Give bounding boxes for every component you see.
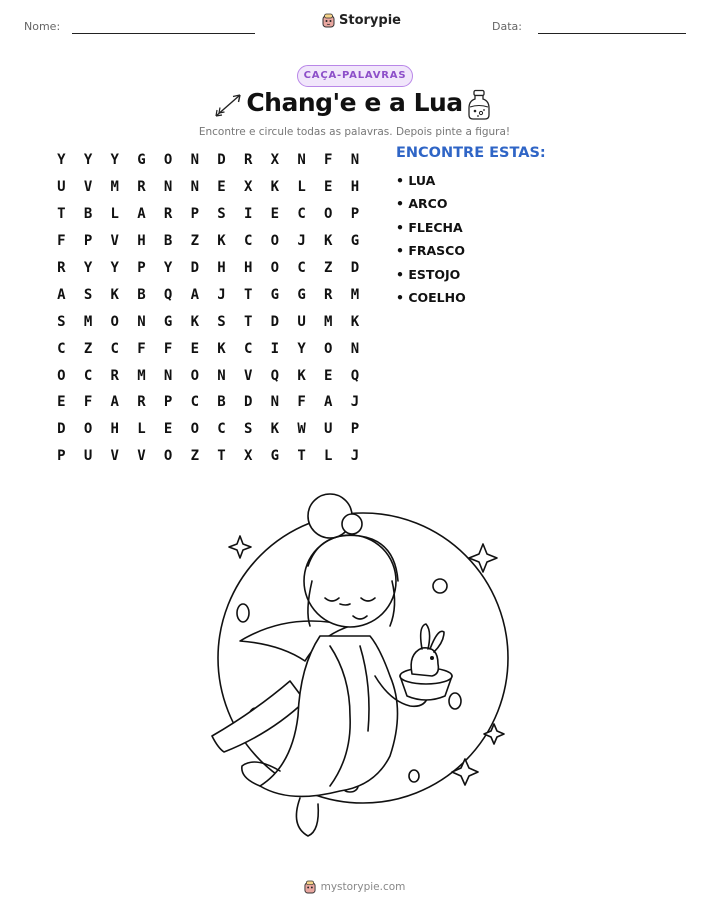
grid-cell[interactable]: G [350,233,360,250]
grid-cell[interactable]: M [350,286,360,303]
instructions: Encontre e circule todas as palavras. Depois pinte a figura! [198,126,511,138]
grid-cell[interactable]: V [83,179,93,196]
grid-cell[interactable]: Y [83,260,93,276]
grid-cell[interactable]: Q [163,286,173,303]
sparkle [484,724,504,744]
grid-cell[interactable]: D [350,260,360,276]
grid-cell[interactable]: D [270,313,280,330]
name-label: Nome: [24,20,61,33]
grid-cell[interactable]: K [270,421,280,438]
grid-cell[interactable]: B [163,233,173,250]
grid-cell[interactable]: Y [297,340,306,357]
grid-cell[interactable]: C [217,421,226,438]
grid-cell[interactable]: Y [57,152,66,169]
grid-cell[interactable]: P [137,260,146,276]
date-label: Data: [492,20,522,33]
grid-cell[interactable]: R [57,260,66,276]
word-list [396,172,466,312]
grid-cell[interactable]: T [243,313,253,330]
grid-cell[interactable]: M [137,367,146,384]
word-list-item: • FLECHA [396,219,463,235]
puzzle-type-badge: CAÇA-PALAVRAS [297,65,413,87]
word-search-grid[interactable] [48,147,368,470]
grid-cell[interactable]: G [270,448,280,465]
grid-cell[interactable]: N [137,313,146,330]
grid-cell[interactable]: O [270,260,280,276]
grid-cell[interactable]: F [137,340,146,357]
grid-cell[interactable]: L [137,421,146,438]
grid-cell[interactable]: I [243,206,253,223]
grid-cell[interactable]: R [137,179,146,196]
grid-cell[interactable]: B [217,394,226,411]
grid-cell[interactable]: V [137,448,146,465]
grid-cell[interactable]: U [83,448,93,465]
grid-cell[interactable]: J [350,448,360,465]
storypie-mascot-icon [304,880,316,894]
grid-cell[interactable]: F [57,233,66,250]
grid-cell[interactable]: O [163,152,173,169]
grid-cell[interactable]: Z [190,448,199,465]
grid-cell[interactable]: R [110,367,119,384]
grid-cell[interactable]: P [190,206,199,223]
grid-cell[interactable]: A [57,286,66,303]
grid-cell[interactable]: O [83,421,93,438]
grid-cell[interactable]: T [243,286,253,303]
grid-cell[interactable]: R [243,152,253,169]
grid-cell[interactable]: K [217,233,226,250]
grid-cell[interactable]: X [243,448,253,465]
grid-cell[interactable]: Y [163,260,173,276]
grid-cell[interactable]: Q [270,367,280,384]
grid-cell[interactable]: K [217,340,226,357]
grid-cell[interactable]: Z [324,260,333,276]
grid-cell[interactable]: J [217,286,226,303]
grid-cell[interactable]: C [243,233,253,250]
grid-cell[interactable]: S [243,421,253,438]
grid-cell[interactable]: D [190,260,199,276]
grid-cell[interactable]: D [243,394,253,411]
grid-cell[interactable]: O [190,421,199,438]
grid-cell[interactable]: I [270,340,280,357]
grid-cell[interactable]: R [137,394,146,411]
date-line[interactable] [538,33,686,34]
grid-cell[interactable]: E [324,367,333,384]
grid-cell[interactable]: C [190,394,199,411]
grid-cell[interactable]: O [324,340,333,357]
footer-site[interactable]: mystorypie.com [320,881,406,893]
grid-cell[interactable]: N [350,152,360,169]
grid-cell[interactable]: G [297,286,306,303]
grid-cell[interactable]: N [190,152,199,169]
grid-cell[interactable]: M [324,313,333,330]
grid-cell[interactable]: P [163,394,173,411]
grid-cell[interactable]: A [324,394,333,411]
grid-cell[interactable]: K [297,367,306,384]
grid-cell[interactable]: N [163,367,173,384]
grid-cell[interactable]: O [190,367,199,384]
grid-cell[interactable]: K [110,286,119,303]
word-list-item: • ARCO [396,196,448,212]
grid-cell[interactable]: U [324,421,333,438]
grid-cell[interactable]: C [57,340,66,357]
grid-cell[interactable]: O [270,233,280,250]
grid-cell[interactable]: U [57,179,66,196]
grid-cell[interactable]: B [137,286,146,303]
grid-cell[interactable]: R [163,206,173,223]
grid-cell[interactable]: C [110,340,119,357]
grid-cell[interactable]: J [297,233,306,250]
grid-cell[interactable]: R [324,286,333,303]
name-line[interactable] [72,33,255,34]
grid-cell[interactable]: L [324,448,333,465]
word-list-item: • FRASCO [396,243,465,259]
grid-cell[interactable]: U [297,313,306,330]
grid-cell[interactable]: Q [350,367,360,384]
sparkle [469,544,497,572]
grid-cell[interactable]: M [83,313,93,330]
grid-cell[interactable]: H [110,421,119,438]
grid-cell[interactable]: L [297,179,306,196]
grid-cell[interactable]: H [217,260,226,276]
sparkle [229,536,251,558]
grid-cell[interactable]: C [83,367,93,384]
grid-cell[interactable]: N [190,179,199,196]
grid-cell[interactable]: N [163,179,173,196]
grid-cell[interactable]: K [324,233,333,250]
grid-cell[interactable]: F [83,394,93,411]
grid-cell[interactable]: X [243,179,253,196]
grid-cell[interactable]: E [324,179,333,196]
grid-cell[interactable]: G [163,313,173,330]
grid-cell[interactable]: C [243,340,253,357]
word-list-item: • LUA [396,173,436,188]
grid-cell[interactable]: A [110,394,119,411]
brand-name: Storypie [339,13,401,28]
storypie-mascot-icon [322,13,335,28]
grid-cell[interactable]: M [110,179,119,196]
grid-cell[interactable]: F [324,152,333,169]
grid-cell[interactable]: O [110,313,119,330]
grid-cell[interactable]: P [83,233,93,250]
grid-cell[interactable]: P [350,206,360,223]
grid-cell[interactable]: X [270,152,280,169]
grid-cell[interactable]: C [297,260,306,276]
grid-cell[interactable]: A [137,206,146,223]
grid-cell[interactable]: Z [83,340,93,357]
grid-cell[interactable]: O [324,206,333,223]
brand-logo [322,13,401,28]
grid-cell[interactable]: W [297,421,306,438]
grid-cell[interactable]: N [217,367,226,384]
potion-jar-icon [466,89,492,121]
word-list-item: • COELHO [396,289,466,305]
grid-cell[interactable]: Y [83,152,93,169]
word-list-title: ENCONTRE ESTAS: [396,145,546,161]
grid-cell[interactable]: S [57,313,66,330]
grid-cell[interactable]: V [243,367,253,384]
grid-cell[interactable]: P [350,421,360,438]
grid-cell[interactable]: E [57,394,66,411]
grid-cell[interactable]: T [57,206,66,223]
grid-cell[interactable]: K [270,179,280,196]
grid-cell[interactable]: S [217,206,226,223]
grid-cell[interactable]: C [297,206,306,223]
grid-cell[interactable]: T [297,448,306,465]
footer [0,880,709,894]
grid-cell[interactable]: K [190,313,199,330]
sparkle [452,759,478,785]
grid-cell[interactable]: N [350,340,360,357]
change-moon-rabbit-illustration[interactable] [200,486,510,851]
grid-cell[interactable]: Z [190,233,199,250]
grid-cell[interactable]: H [137,233,146,250]
grid-cell[interactable]: H [350,179,360,196]
grid-cell[interactable]: T [217,448,226,465]
grid-cell[interactable]: G [270,286,280,303]
grid-cell[interactable]: V [110,233,119,250]
grid-cell[interactable]: H [243,260,253,276]
grid-cell[interactable]: O [57,367,66,384]
grid-cell[interactable]: F [297,394,306,411]
grid-cell[interactable]: B [83,206,93,223]
grid-cell[interactable]: D [217,152,226,169]
grid-cell[interactable]: N [297,152,306,169]
grid-cell[interactable]: Y [110,260,119,276]
grid-cell[interactable]: Y [110,152,119,169]
grid-cell[interactable]: F [163,340,173,357]
grid-cell[interactable]: E [270,206,280,223]
grid-cell[interactable]: V [110,448,119,465]
grid-cell[interactable]: S [217,313,226,330]
grid-cell[interactable]: D [57,421,66,438]
grid-cell[interactable]: G [137,152,146,169]
page-title: Chang'e e a Lua [246,88,463,117]
grid-cell[interactable]: S [83,286,93,303]
grid-cell[interactable]: E [217,179,226,196]
grid-cell[interactable]: O [163,448,173,465]
grid-cell[interactable]: J [350,394,360,411]
grid-cell[interactable]: P [57,448,66,465]
grid-cell[interactable]: E [190,340,199,357]
grid-cell[interactable]: N [270,394,280,411]
grid-cell[interactable]: L [110,206,119,223]
word-list-item: • ESTOJO [396,266,461,282]
grid-cell[interactable]: E [163,421,173,438]
grid-cell[interactable]: K [350,313,360,330]
grid-cell[interactable]: A [190,286,199,303]
